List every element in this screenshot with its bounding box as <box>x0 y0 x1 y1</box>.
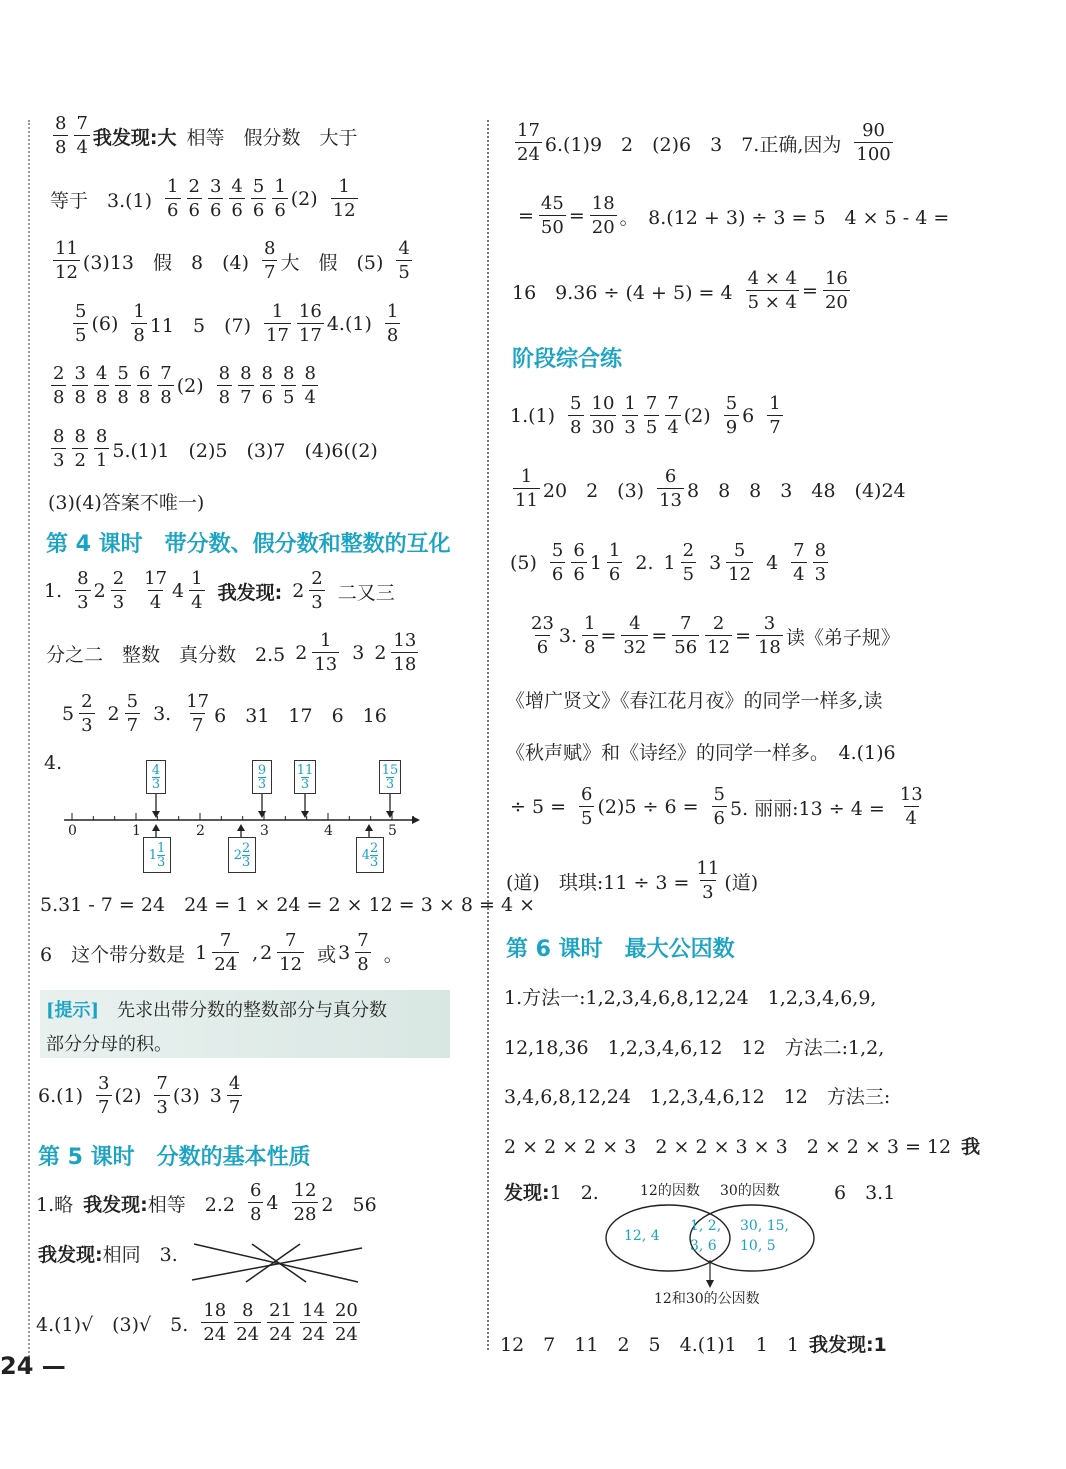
answer-text: 5.31 - 7 = 24 24 = 1 × 24 = 2 × 12 = 3 × 8 = 4 × <box>40 894 535 916</box>
answer-line <box>38 1240 188 1267</box>
fraction: 11 12 <box>55 238 78 283</box>
answer-line <box>50 240 415 282</box>
hint-line <box>46 996 387 1022</box>
answer-text: (3)13 假 8 (4) <box>82 251 249 274</box>
fraction: 8 2 <box>74 426 86 471</box>
answer-box: 4 3 <box>146 760 166 794</box>
fraction: $\frac{6}{5}$ <box>581 784 593 829</box>
fraction: $\frac{4 \times 4}{5 \times 4}$ <box>747 268 798 313</box>
venn-diagram <box>590 1180 830 1310</box>
answer-text: 。 <box>383 943 403 966</box>
answer-line <box>518 195 959 237</box>
venn-label-b: 30的因数 <box>720 1183 780 1199</box>
fraction: 1 7 <box>769 393 781 438</box>
tick-label: 5 <box>388 823 397 839</box>
fraction: 18 24 <box>203 1300 227 1345</box>
lesson-heading <box>46 527 473 558</box>
answer-line <box>36 1302 363 1344</box>
answer-line <box>48 365 321 407</box>
answer-text: = <box>568 205 585 227</box>
lesson-title: 带分数、假分数和整数的互化 <box>164 532 451 557</box>
answer-text: 1 2. <box>549 1182 599 1204</box>
answer-text: 2 × 2 × 2 × 3 2 × 2 × 3 × 3 2 × 2 × 3 = 12 <box>504 1136 952 1158</box>
lesson-number: 第 6 课时 <box>506 937 603 962</box>
fraction: 3 6 <box>209 176 222 221</box>
answer-text: = <box>802 280 818 302</box>
venn-label-a: 12的因数 <box>640 1183 700 1199</box>
answer-text: 1.(1) <box>510 405 556 427</box>
lesson-number: 第 4 课时 <box>46 532 143 557</box>
answer-text: (2) <box>176 375 204 397</box>
page-number: 24 — <box>0 1352 66 1380</box>
answer-text: 4 <box>766 552 779 574</box>
mixed-number: 2 5 7 <box>107 691 139 736</box>
right-column <box>490 0 1066 1469</box>
fraction: 6 8 <box>249 1180 262 1225</box>
answer-line <box>38 1075 255 1117</box>
number-line-diagram <box>60 755 420 880</box>
tick-label: 1 <box>132 823 141 839</box>
answer-box: 15 3 <box>379 760 401 794</box>
lesson-number: 第 5 课时 <box>38 1145 135 1170</box>
fraction: 1 8 <box>386 301 399 346</box>
fraction: 8 8 <box>55 113 67 158</box>
fraction: $\frac{13}{4}$ <box>899 784 923 829</box>
fraction: 4 8 <box>95 363 108 408</box>
answer-line <box>510 468 916 510</box>
answer-line <box>512 122 896 164</box>
venn-right: 10, 5 <box>740 1238 776 1254</box>
fraction: 5 6 <box>551 540 564 585</box>
mixed-number: 2 1 13 <box>295 630 338 675</box>
answer-text: (3) <box>172 1085 200 1107</box>
answer-text: 8 8 8 3 48 (4)24 <box>687 479 906 502</box>
mixed-number: 1 7 24 <box>195 930 238 975</box>
fraction: 3 8 <box>74 363 86 408</box>
tick-label: 0 <box>68 823 77 839</box>
answer-text: 4.(1) <box>326 313 372 335</box>
answer-text: = <box>600 625 617 647</box>
answer-text: = <box>651 625 668 647</box>
fraction: 5 8 <box>570 393 582 438</box>
fraction: 4 6 <box>231 176 243 221</box>
fraction: 1 12 <box>332 176 356 221</box>
answer-line <box>46 632 431 674</box>
answer-text: 6.(1) <box>38 1085 84 1107</box>
answer-text: 4. <box>44 752 63 774</box>
answer-text: 20 2 (3) <box>542 479 645 502</box>
answer-text: 6 这个带分数是 <box>40 943 186 966</box>
answer-text: 。 8.(12 + 3) ÷ 3 = 5 4 × 5 - 4 = <box>619 206 950 229</box>
answer-text: 1.略 <box>36 1193 74 1216</box>
discovery-label: 我发现: <box>217 581 283 604</box>
fraction: 90 100 <box>856 120 891 165</box>
answer-line <box>50 115 368 157</box>
fraction: 8 7 <box>264 238 276 283</box>
fraction: $\frac{1}{8}$ <box>584 613 596 658</box>
answer-text: 二又三 <box>337 581 395 604</box>
discovery-label: 发现: <box>504 1182 550 1204</box>
answer-text: (5) <box>510 552 537 574</box>
fraction: 17 7 <box>186 691 210 736</box>
answer-line <box>512 270 853 312</box>
mixed-number: 2 13 18 <box>374 630 417 675</box>
fraction: 8 8 <box>218 363 231 408</box>
fraction: 5 6 <box>252 176 265 221</box>
hint-text: 部分分母的积。 <box>46 1034 172 1055</box>
answer-line <box>40 890 545 917</box>
hint-text: 先求出带分数的整数部分与真分数 <box>117 1000 388 1021</box>
answer-line <box>506 738 906 765</box>
tick-label: 2 <box>196 823 205 839</box>
fraction: 2 6 <box>188 176 200 221</box>
answer-text: 11 5 (7) <box>149 314 252 337</box>
column-divider <box>487 120 489 1350</box>
hint-line <box>46 1030 172 1056</box>
discovery-label: 我发现: <box>83 1193 148 1216</box>
fraction: $\frac{16}{20}$ <box>824 268 848 313</box>
lesson-title: 最大公因数 <box>624 937 735 962</box>
answer-text: 3. <box>153 703 172 725</box>
fraction: $\frac{7}{56}$ <box>674 613 698 658</box>
fraction: 5 5 <box>75 301 87 346</box>
answer-text: 1.方法一:1,2,3,4,6,8,12,24 1,2,3,4,6,9, <box>504 987 877 1009</box>
fraction: 8 4 <box>304 363 316 408</box>
answer-text: (6) <box>91 313 119 335</box>
answer-text: 12 7 11 2 5 4.(1)1 1 1 <box>500 1334 799 1356</box>
fraction: 8 7 <box>240 363 252 408</box>
fraction: 6 8 <box>138 363 151 408</box>
answer-text: 读《弟子规》 <box>785 626 900 649</box>
answer-text: 5. 丽丽:13 ÷ 4 = <box>729 797 885 820</box>
answer-line <box>526 615 910 657</box>
fraction: 8 6 <box>261 363 273 408</box>
fraction: 20 24 <box>334 1300 358 1345</box>
fraction: 17 24 <box>517 120 540 165</box>
answer-text: (2)5 ÷ 6 = <box>597 796 699 818</box>
fraction: 21 24 <box>269 1300 293 1345</box>
discovery-label: 我发现: <box>38 1244 103 1266</box>
fraction: 8 3 <box>814 540 827 585</box>
mixed-number: 3 4 7 <box>209 1073 241 1118</box>
fraction: 1 8 <box>133 301 145 346</box>
fraction: 7 4 <box>667 393 679 438</box>
venn-mid: 3, 6 <box>690 1238 717 1254</box>
answer-text: 相等 假分数 大于 <box>186 126 358 149</box>
answer-text: 12,18,36 1,2,3,4,6,12 12 方法二:1,2, <box>504 1037 885 1059</box>
answer-box: 2 2 3 <box>228 837 256 873</box>
section-heading <box>512 342 644 373</box>
mixed-number: 2 2 3 <box>93 568 125 613</box>
fraction: 7 4 <box>793 540 805 585</box>
venn-left: 12, 4 <box>624 1228 660 1244</box>
fraction: 7 8 <box>160 363 172 408</box>
answer-line <box>506 860 768 902</box>
answer-text: 3. <box>558 625 578 647</box>
answer-line <box>48 428 388 470</box>
mixed-number: 2 7 12 <box>260 930 303 975</box>
answer-line <box>48 488 214 515</box>
fraction: 5 9 <box>725 393 738 438</box>
venn-right: 30, 15, <box>740 1218 789 1234</box>
fraction: 2 8 <box>53 363 65 408</box>
answer-text: , <box>252 942 259 964</box>
hint-label: [提示] <box>46 1000 100 1021</box>
fraction: $\frac{5}{6}$ <box>713 784 725 829</box>
fraction: $\frac{3}{18}$ <box>757 613 781 658</box>
mixed-number: 4 1 4 <box>172 568 203 613</box>
fraction: 8 3 <box>77 568 89 613</box>
answer-text: 2 56 <box>321 1193 377 1216</box>
answer-text: (3)(4)答案不唯一) <box>48 492 205 514</box>
fraction: 1 17 <box>266 301 289 346</box>
answer-text: 或 <box>317 943 337 966</box>
answer-text: (道) 琪琪:11 ÷ 3 = <box>506 871 690 894</box>
answer-line <box>504 1132 990 1159</box>
fraction: 4 5 <box>398 238 410 283</box>
fraction: 8 3 <box>53 426 65 471</box>
answer-text: 《增广贤文》《春江花月夜》的同学一样多,读 <box>506 690 883 712</box>
answer-text: = <box>518 205 534 227</box>
fraction: 8 24 <box>236 1300 260 1345</box>
answer-text: 相同 3. <box>102 1244 178 1266</box>
answer-line <box>44 570 405 612</box>
answer-text: (道) <box>724 871 759 894</box>
fraction: 1 6 <box>167 176 179 221</box>
answer-text: 6 31 17 6 16 <box>214 704 387 727</box>
mixed-number: 2 2 3 <box>292 568 323 613</box>
answer-line <box>504 1082 900 1109</box>
answer-text: 相等 2.2 <box>147 1193 235 1216</box>
answer-line <box>40 932 413 974</box>
lesson-heading <box>38 1140 333 1171</box>
fraction: $\frac{45}{50}$ <box>540 193 564 238</box>
fraction: 1 11 <box>515 466 538 511</box>
answer-line <box>504 983 886 1010</box>
fraction: 7 5 <box>645 393 658 438</box>
answer-box: 9 3 <box>252 760 272 794</box>
fraction: 1 3 <box>624 393 636 438</box>
answer-text: 分之二 整数 真分数 2.5 <box>46 643 286 666</box>
answer-text: 3,4,6,8,12,24 1,2,3,4,6,12 12 方法三: <box>504 1086 891 1108</box>
hint-box <box>40 990 450 1058</box>
answer-text: 16 9.36 ÷ (4 + 5) = 4 <box>512 281 733 304</box>
answer-text: = <box>735 625 751 647</box>
answer-box: 11 3 <box>294 760 316 794</box>
tick-label: 3 <box>260 823 269 839</box>
answer-text: (2) <box>290 188 318 210</box>
answer-text: 3 <box>352 642 365 664</box>
answer-box: 1 1 3 <box>143 837 171 873</box>
tick-label: 4 <box>324 823 333 839</box>
mixed-number: 3 7 8 <box>338 930 369 975</box>
answer-line <box>504 1033 894 1060</box>
answer-text: 等于 3.(1) <box>50 189 153 212</box>
answer-text: (2) <box>683 405 711 427</box>
answer-text: 4.(1)√ (3)√ 5. <box>36 1313 189 1336</box>
venn-mid: 1, 2, <box>690 1218 722 1234</box>
answer-line <box>500 1330 897 1357</box>
fraction: 16 17 <box>298 301 322 346</box>
mixed-number: 1 2 5 <box>663 540 695 585</box>
fraction: 12 28 <box>293 1180 317 1225</box>
section-title: 阶段综合练 <box>512 347 623 372</box>
fraction: $\frac{2}{12}$ <box>707 613 731 658</box>
answer-text: 4 <box>266 1192 279 1214</box>
fraction: 3 7 <box>98 1073 110 1118</box>
answer-text: 大 假 (5) <box>280 251 384 274</box>
answer-text: 6 <box>742 405 755 427</box>
answer-text: 6.(1)9 2 (2)6 3 7.正确,因为 <box>544 133 842 156</box>
answer-line <box>510 786 928 828</box>
fraction: 10 30 <box>591 393 615 438</box>
answer-text: (2) <box>114 1085 142 1107</box>
venn-bottom-label: 12和30的公因数 <box>654 1291 760 1307</box>
discovery-label: 我发现:大 <box>92 126 177 149</box>
fraction: 6 13 <box>659 466 682 511</box>
fraction: 7 3 <box>156 1073 168 1118</box>
answer-text: 2. <box>635 552 654 574</box>
answer-line <box>62 693 397 735</box>
answer-text: ÷ 5 = <box>510 796 567 818</box>
discovery-label: 我 <box>961 1136 981 1158</box>
answer-text: 1. <box>44 580 63 602</box>
answer-line <box>834 1178 905 1205</box>
fraction: 8 5 <box>283 363 295 408</box>
mixed-number: 5 2 3 <box>62 691 93 736</box>
answer-box: 4 2 3 <box>356 837 384 873</box>
answer-line <box>510 395 786 437</box>
lesson-heading <box>506 932 757 963</box>
matching-lines <box>188 1238 368 1288</box>
fraction: 6 6 <box>573 540 585 585</box>
fraction: $\frac{4}{32}$ <box>623 613 647 658</box>
fraction: 7 4 <box>76 113 88 158</box>
fraction: 14 24 <box>302 1300 325 1345</box>
discovery-label: 我发现:1 <box>808 1334 887 1356</box>
answer-line <box>506 686 893 713</box>
fraction: 17 4 <box>144 568 168 613</box>
fraction: $\frac{18}{20}$ <box>591 193 615 238</box>
fraction: 1 6 <box>274 176 286 221</box>
answer-line <box>70 303 403 345</box>
mixed-number: 3 5 12 <box>709 540 752 585</box>
fraction: 8 1 <box>95 426 108 471</box>
answer-text: 6 3.1 <box>834 1182 896 1204</box>
fraction: $\frac{11}{3}$ <box>696 858 720 903</box>
fraction: 5 8 <box>117 363 129 408</box>
answer-text: 《秋声赋》和《诗经》的同学一样多。 4.(1)6 <box>506 742 896 764</box>
lesson-title: 分数的基本性质 <box>156 1145 311 1170</box>
answer-line <box>50 178 361 220</box>
fraction: 23 6 <box>531 613 554 658</box>
answer-line <box>36 1182 387 1224</box>
mixed-number: 1 1 6 <box>589 540 621 585</box>
answer-text: 5.(1)1 (2)5 (3)7 (4)6((2) <box>112 439 378 462</box>
answer-line <box>510 542 831 584</box>
